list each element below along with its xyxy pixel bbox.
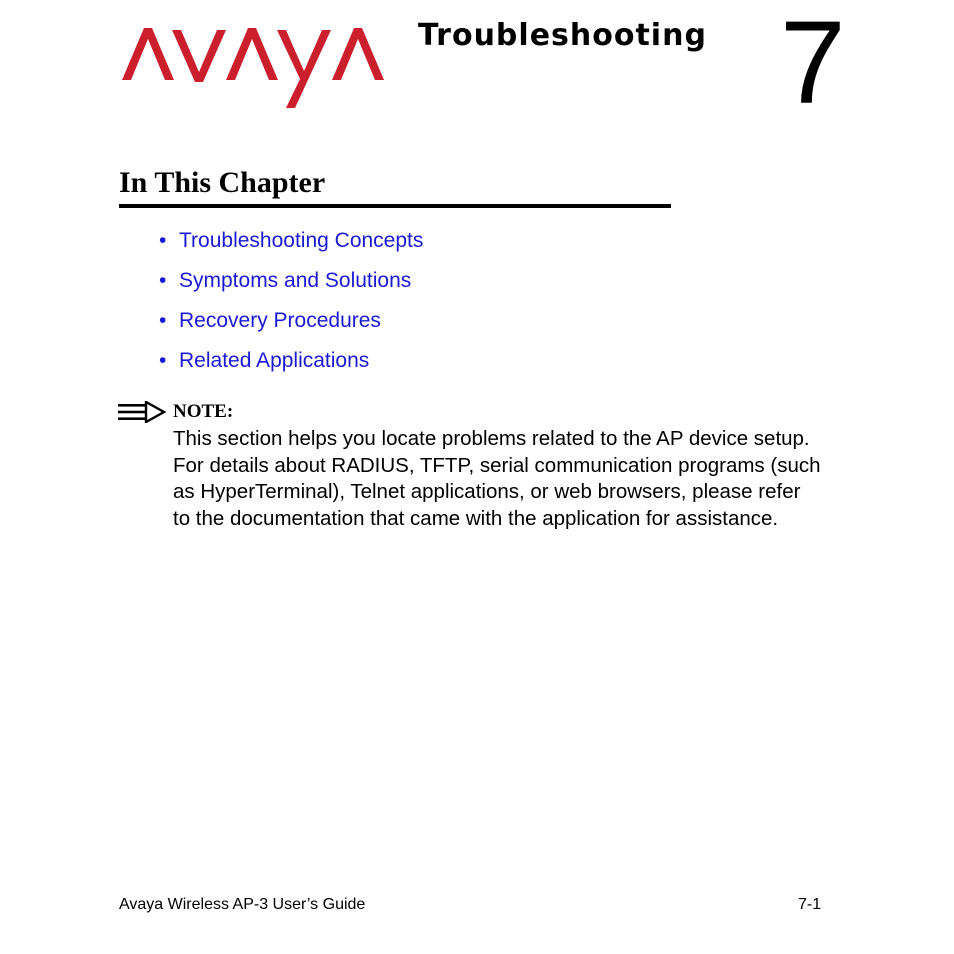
footer-guide-title: Avaya Wireless AP-3 User’s Guide [119,896,366,913]
bullet-icon: • [159,349,167,372]
chapter-contents-list [159,226,423,386]
footer-page-number: 7-1 [798,896,822,913]
logo-text: AVAYA [122,106,126,107]
section-heading: In This Chapter [119,166,326,199]
chapter-title: Troubleshooting [418,18,707,53]
list-item [159,346,423,386]
list-item [159,226,423,266]
bullet-icon: • [159,309,167,332]
list-item [159,306,423,346]
note-body: This section helps you locate problems related to the AP device setup. For details about RADIUS, TFTP, serial communication programs (such as HyperTerminal), Telnet applications, or web browsers, please refer to the documentation that came with the application for assistance. [173,427,821,530]
link-recovery-procedures[interactable]: Recovery Procedures [179,309,381,332]
avaya-logo [122,26,404,110]
link-symptoms-and-solutions[interactable]: Symptoms and Solutions [179,269,412,292]
link-related-applications[interactable]: Related Applications [179,349,370,372]
bullet-icon: • [159,269,167,292]
link-troubleshooting-concepts[interactable]: Troubleshooting Concepts [179,229,424,252]
note-arrow-icon [118,401,166,423]
heading-divider [119,204,671,208]
bullet-icon: • [159,229,167,252]
chapter-number: 7 [780,0,846,129]
note-label: NOTE: [173,401,234,422]
list-item [159,266,423,306]
